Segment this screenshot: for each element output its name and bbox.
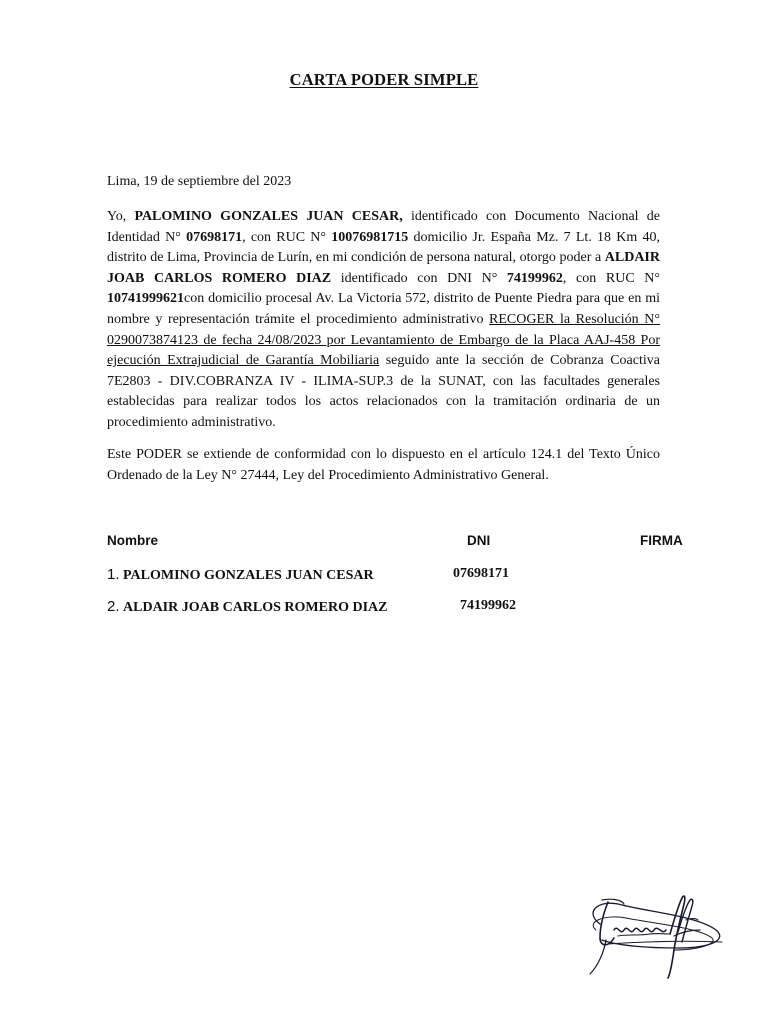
handwritten-signature-icon xyxy=(578,890,728,980)
bold-text-run: 10741999621 xyxy=(107,291,184,307)
person-name: ALDAIR JOAB CARLOS ROMERO DIAZ xyxy=(123,600,388,615)
row-number: 1. xyxy=(107,566,120,583)
table-header-name: Nombre xyxy=(107,533,159,548)
table-header-dni: DNI xyxy=(467,533,491,548)
table-header-firma: FIRMA xyxy=(640,533,683,548)
person-name: PALOMINO GONZALES JUAN CESAR xyxy=(123,568,374,583)
text-run: con domicilio procesal Av. La Victoria 572, distrito de Puente Piedra para que en mi nombre y representación trámite el procedimiento administrativo xyxy=(107,291,660,327)
row-number: 2. xyxy=(107,598,120,615)
table-row xyxy=(107,598,387,616)
text-run: , con RUC N° xyxy=(562,270,661,286)
text-run: identificado con DNI N° xyxy=(331,270,507,286)
text-run: Yo, xyxy=(107,209,135,224)
legal-basis-paragraph: Este PODER se extiende de conformidad con lo dispuesto en el artículo 124.1 del Texto Único Ordenado de la Ley N° 27444, Ley del Procedimiento Administrativo General. xyxy=(107,447,660,483)
person-dni: 74199962 xyxy=(460,598,516,613)
document-title: CARTA PODER SIMPLE xyxy=(289,70,479,89)
bold-text-run: PALOMINO GONZALES JUAN CESAR, xyxy=(134,209,403,224)
table-row xyxy=(107,566,374,584)
text-run: identificado con Documento Nacional de Identidad N° xyxy=(107,209,660,245)
power-grant-paragraph xyxy=(107,207,660,434)
underlined-text-run: RECOGER la Resolución N° 0290073874123 de fecha 24/08/2023 por Levantamiento de Embargo de la Placa AAJ-458 Por ejecución Extrajudicial de Garantía Mobiliaria xyxy=(107,311,660,369)
text-run: seguido ante la sección de Cobranza Coactiva 7E2803 - DIV.COBRANZA IV - ILIMA-SUP.3 de la SUNAT, con las facultades generales establecidas para realizar todos los actos relacionados con la tramitación ordinaria de un procedimiento administrativo. xyxy=(107,353,660,430)
text-run: domicilio Jr. España Mz. 7 Lt. 18 Km 40, distrito de Lima, Provincia de Lurín, en mi condición de persona natural, otorgo poder a xyxy=(107,229,661,266)
bold-text-run: ALDAIR JOAB CARLOS ROMERO DIAZ xyxy=(107,250,660,286)
bold-text-run: 10076981715 xyxy=(331,229,409,245)
person-dni: 07698171 xyxy=(453,566,509,581)
text-run: , con RUC N° xyxy=(242,229,332,245)
date-line: Lima, 19 de septiembre del 2023 xyxy=(107,174,292,189)
bold-text-run: 74199962 xyxy=(506,270,563,286)
bold-text-run: 07698171 xyxy=(186,229,243,245)
